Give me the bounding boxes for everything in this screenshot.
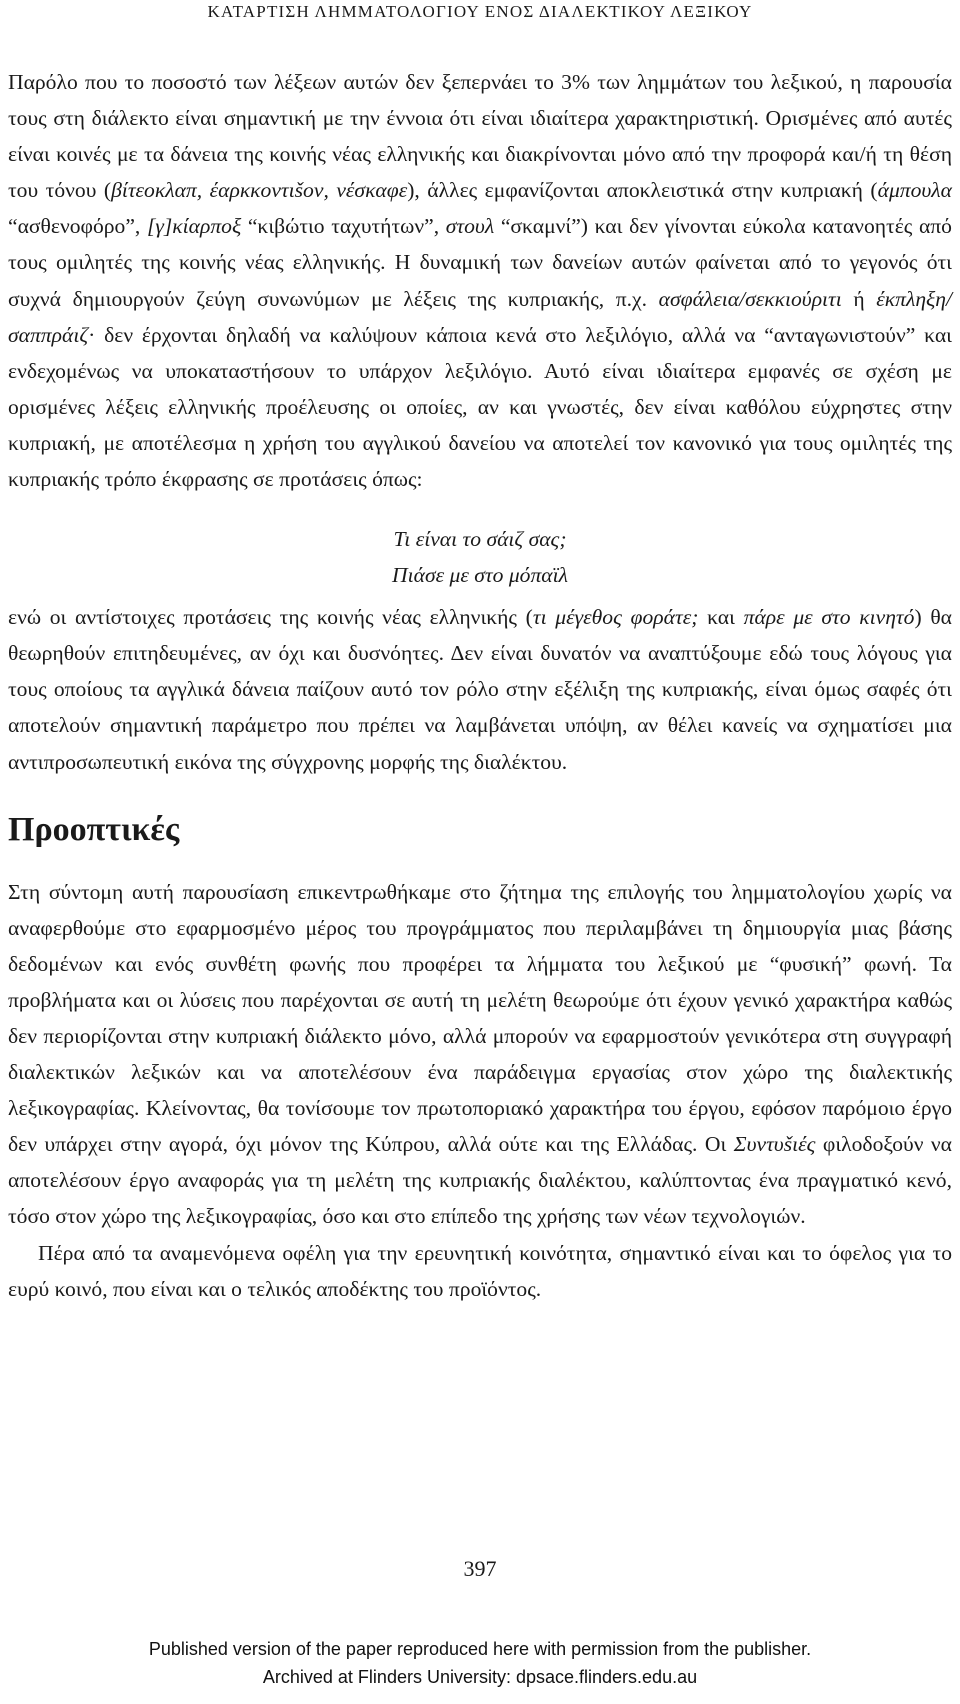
main-text: [8, 64, 952, 1307]
section-heading: Προοπτικές: [8, 810, 180, 848]
page-number: 397: [463, 1556, 497, 1581]
example-sentences: [8, 521, 952, 593]
footer-notice: [0, 1635, 960, 1691]
paragraph-standard-greek: ενώ οι αντίστοιχες προτάσεις της κοινής νέας ελληνικής (τι μέγεθος φοράτε; και πάρε με στο κινητό) θα θεωρηθούν επιτηδευμένες, αν όχι και δυσνόητες. Δεν είναι δυνατόν να αναπτύξουμε εδώ τους λόγους για τους οποίους τα αγγλικά δάνεια παίζουν αυτό τον ρόλο στην εξέλιξη της κυπριακής, είναι όμως σαφές ότι αποτελούν σημαντική παράμετρο που πρέπει να λαμβάνεται υπόψη, αν θέλει κανείς να σχηματίσει μια αντιπροσωπευτική εικόνα της σύγχρονης μορφής της διαλέκτου.: [8, 605, 952, 774]
paragraph-loanwords: Παρόλο που το ποσοστό των λέξεων αυτών δεν ξεπερνάει το 3% των λημμάτων του λεξικού, η παρουσία τους στη διάλεκτο είναι σημαντική με την έννοια ότι είναι ιδιαίτερα χαρακτηριστική. Ορισμένες από αυτές είναι κοινές με τα δάνεια της κοινής νέας ελληνικής και διακρίνονται μόνο από την προφορά και/ή τη θέση του τόνου (βίτεοκλαπ, έαρκκοντιšον, νέσκαφε), άλλες εμφανίζονται αποκλειστικά στην κυπριακή (άμπουλα “ασθενοφόρο”, [γ]κίαρποξ “κιβώτιο ταχυτήτων”, στουλ “σκαμνί”) και δεν γίνονται εύκολα κατανοητές από τους ομιλητές της κοινής νέας ελληνικής. Η δυναμική των δανείων αυτών φαίνεται από το γεγονός ότι συχνά δημιουργούν ζεύγη συνωνύμων με λέξεις της κυπριακής, π.χ. ασφάλεια/σεκκιούριτι ή έκπληξη/σαππράιζ· δεν έρχονται δηλαδή να καλύψουν κάποια κενά στο λεξιλόγιο, αλλά να “ανταγωνιστούν” και ενδεχομένως να υποκαταστήσουν το υπάρχον λεξιλόγιο. Αυτό είναι ιδιαίτερα εμφανές σε σχέση με ορισμένες λέξεις ελληνικής προέλευσης οι οποίες, αν και γνωστές, δεν είναι καθόλου εύχρηστες στην κυπριακή, με αποτέλεσμα η χρήση του αγγλικού δανείου να αποτελεί τον κανονικό για τους ομιλητές της κυπριακής τρόπο έκφρασης σε προτάσεις όπως:: [8, 70, 952, 492]
paragraph-perspectives: Στη σύντομη αυτή παρουσίαση επικεντρωθήκαμε στο ζήτημα της επιλογής του λημματολογίου χωρίς να αναφερθούμε στο εφαρμοσμένο μέρος του προγράμματος που περιλαμβάνει τη δημιουργία μιας βάσης δεδομένων και ενός συνθέτη φωνής που προφέρει τα λήμματα του λεξικού με “φυσική” φωνή. Τα προβλήματα και οι λύσεις που παρέχονται σε αυτή τη μελέτη θεωρούμε ότι έχουν γενικό χαρακτήρα καθώς δεν περιορίζονται στην κυπριακή διάλεκτο μόνο, αλλά μπορούν να εφαρμοστούν γενικότερα στη συγγραφή διαλεκτικών λεξικών και να αποτελέσουν ένα παράδειγμα εργασίας στον χώρο της διαλεκτικής λεξικογραφίας. Κλείνοντας, θα τονίσουμε τον πρωτοποριακό χαρακτήρα του έργου, εφόσον παρόμοιο έργο δεν υπάρχει στην αγορά, όχι μόνον της Κύπρου, αλλά ούτε και της Ελλάδας. Οι Συντυšιές φιλοδοξούν να αποτελέσουν έργο αναφοράς για τη μελέτη της κυπριακής διαλέκτου, καλύπτοντας ένα πραγματικό κενό, τόσο στον χώρο της λεξικογραφίας, όσο και στο επίπεδο της χρήσης των νέων τεχνολογιών.: [8, 879, 952, 1229]
paragraph-benefits: Πέρα από τα αναμενόμενα οφέλη για την ερευνητική κοινότητα, σημαντικό είναι και το όφελος για το ευρύ κοινό, που είναι και ο τελικός αποδέκτης του προϊόντος.: [8, 1240, 952, 1301]
example-sentence: Τι είναι το σάιζ σας;: [393, 527, 567, 552]
footer-line: Published version of the paper reproduced here with permission from the publisher.: [148, 1639, 812, 1659]
example-sentence: Πιάσε με στο μόπαϊλ: [392, 563, 568, 588]
footer-line: Archived at Flinders University: dpsace.flinders.edu.au: [262, 1667, 698, 1687]
running-head: ΚΑΤΑΡΤΙΣΗ ΛΗΜΜΑΤΟΛΟΓΙΟΥ ΕΝΟΣ ΔΙΑΛΕΚΤΙΚΟΥ ΛΕΞΙΚΟΥ: [207, 2, 753, 21]
